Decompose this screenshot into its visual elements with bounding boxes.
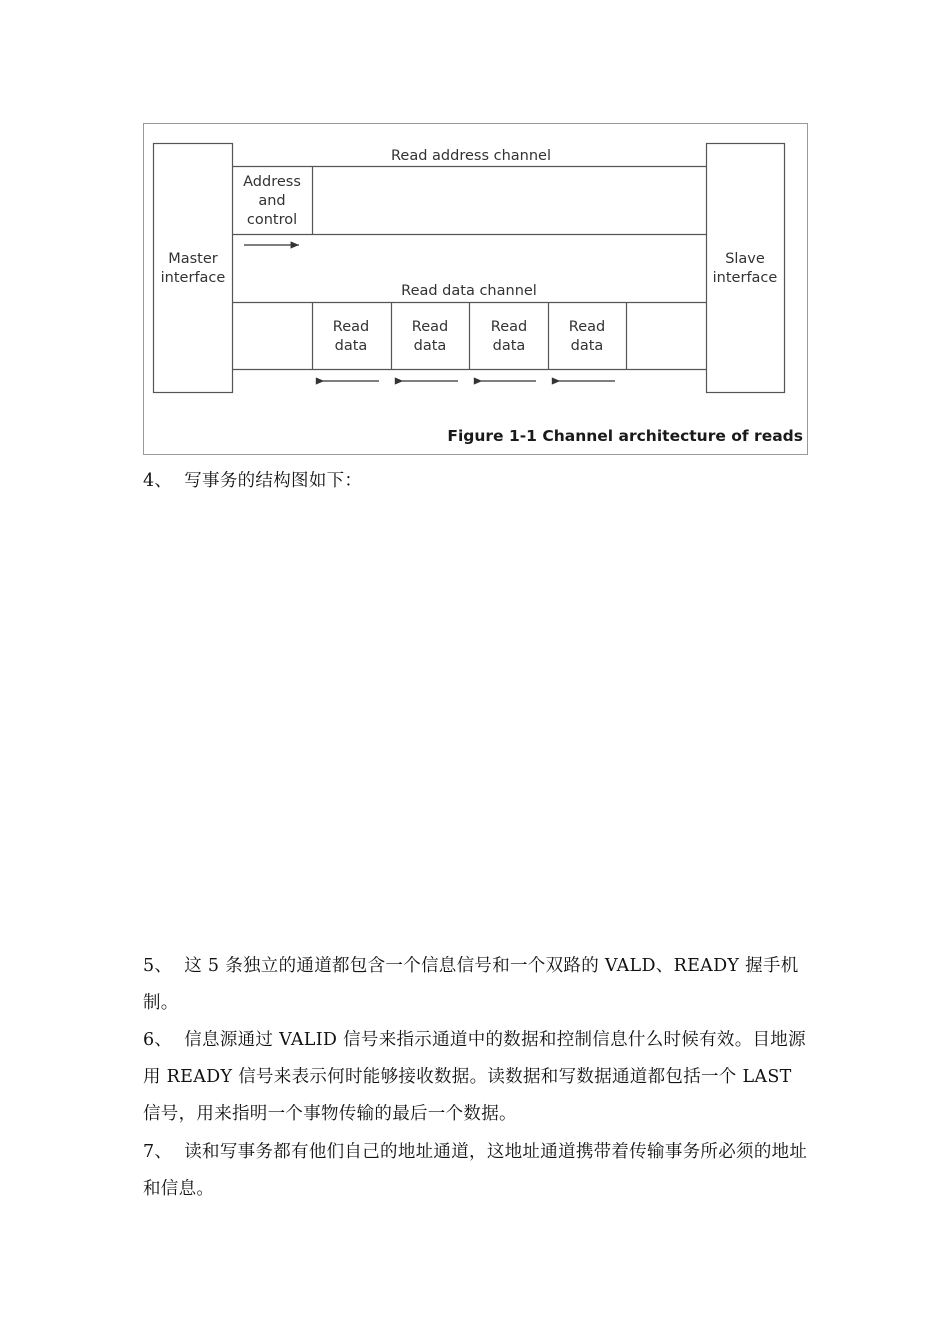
read-data-cell-4-label-2: data: [570, 338, 604, 354]
read-address-channel-label: Read address channel: [391, 148, 551, 164]
master-label-2: interface: [160, 270, 226, 286]
paragraph-5-number: 5、: [143, 956, 173, 976]
read-data-cell-4-label-1: Read: [568, 319, 606, 335]
read-data-cell-2-label-2: data: [413, 338, 447, 354]
address-control-label-2: and: [258, 193, 286, 209]
read-data-channel-label: Read data channel: [401, 283, 537, 299]
paragraph-7-number: 7、: [143, 1142, 173, 1162]
read-data-cell-3-label-1: Read: [490, 319, 528, 335]
read-data-cell-2-label-1: Read: [411, 319, 449, 335]
address-control-label-3: control: [246, 212, 298, 228]
master-label-1: Master: [168, 251, 218, 267]
paragraph-7-text: 读和写事务都有他们自己的地址通道，这地址通道携带着传输事务所必须的地址和信息。: [143, 1142, 808, 1199]
channel-architecture-figure: [143, 123, 808, 455]
read-data-cell-1-label-1: Read: [332, 319, 370, 335]
paragraph-4-number: 4、: [143, 471, 173, 491]
paragraph-4-text: 写事务的结构图如下：: [184, 471, 363, 491]
paragraph-6: [143, 1022, 809, 1133]
paragraph-5-text: 这 5 条独立的通道都包含一个信息信号和一个双路的 VALD、READY 握手机制。: [143, 956, 799, 1013]
paragraph-7: [143, 1134, 809, 1208]
figure-caption: Figure 1-1 Channel architecture of reads: [447, 427, 803, 445]
read-data-cell-3-label-2: data: [492, 338, 526, 354]
slave-label-2: interface: [712, 270, 778, 286]
slave-label-1: Slave: [725, 251, 765, 267]
address-control-label-1: Address: [243, 174, 301, 190]
paragraph-6-number: 6、: [143, 1030, 173, 1050]
paragraph-4: [143, 463, 809, 500]
paragraph-6-text: 信息源通过 VALID 信号来指示通道中的数据和控制信息什么时候有效。目地源用 READY 信号来表示何时能够接收数据。读数据和写数据通道都包括一个 LAST 信号，用来指明一个事物传输的最后一个数据。: [143, 1030, 806, 1124]
figure-svg: [143, 123, 808, 455]
paragraph-5: [143, 948, 809, 1022]
read-data-cell-1-label-2: data: [334, 338, 368, 354]
